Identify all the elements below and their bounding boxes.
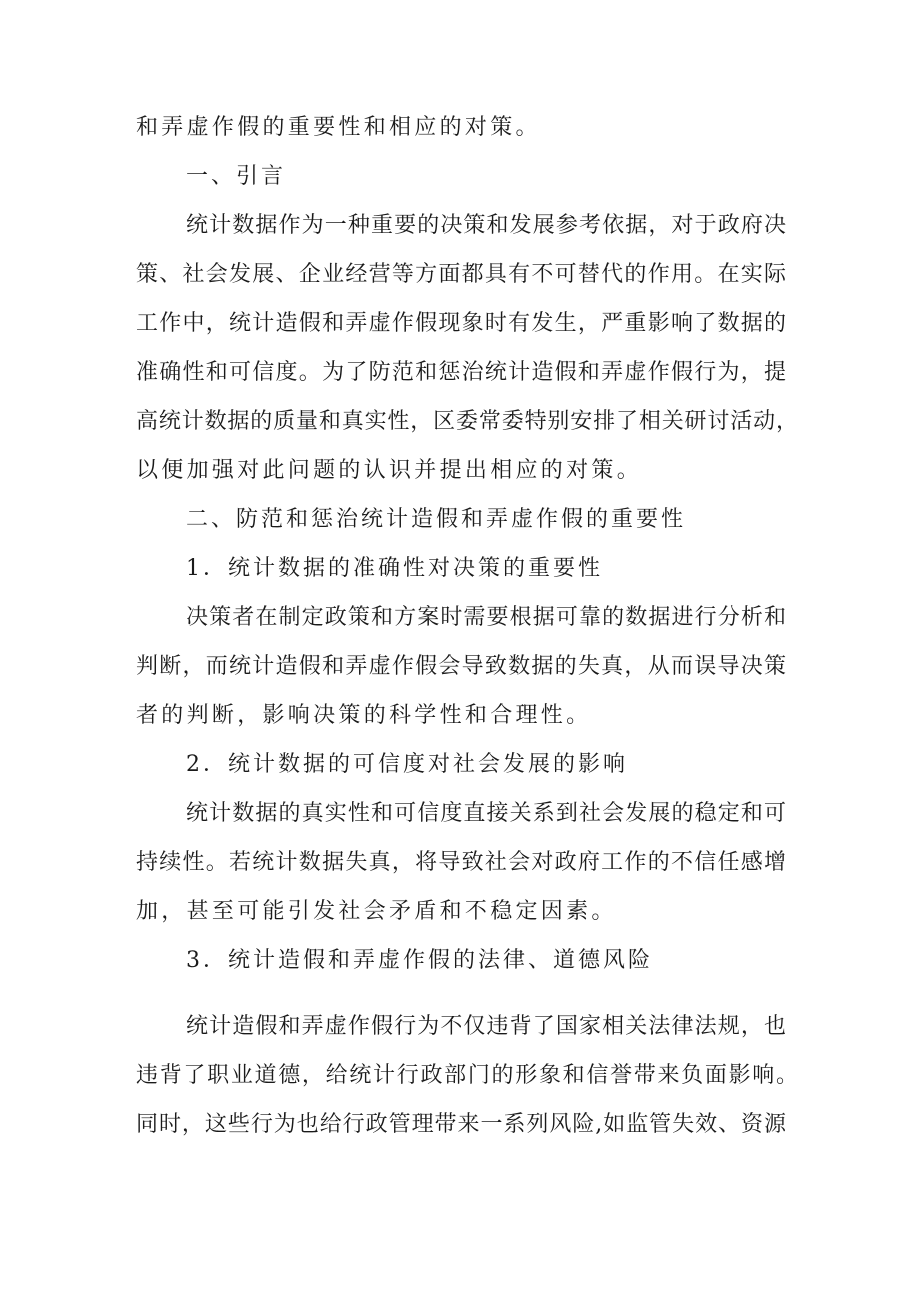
paragraph-line: 以便加强对此问题的认识并提出相应的对策。 <box>136 458 643 483</box>
paragraph-line: 决策者在制定政策和方案时需要根据可靠的数据进行分析和 <box>186 605 786 630</box>
subheading-1: 1．统计数据的准确性对决策的重要性 <box>186 556 603 581</box>
paragraph-line: 策、社会发展、企业经营等方面都具有不可替代的作用。在实际 <box>136 262 786 287</box>
paragraph-line: 持续性。若统计数据失真，将导致社会对政府工作的不信任感增 <box>136 850 786 875</box>
paragraph-line: 违背了职业道德，给统计行政部门的形象和信誉带来负面影响。 <box>136 1063 798 1088</box>
paragraph-line: 判断，而统计造假和弄虚作假会导致数据的失真，从而误导决策 <box>136 654 786 679</box>
paragraph-line: 加，甚至可能引发社会矛盾和不稳定因素。 <box>136 899 617 924</box>
section-heading-importance: 二、防范和惩治统计造假和弄虚作假的重要性 <box>186 507 687 532</box>
subheading-2: 2．统计数据的可信度对社会发展的影响 <box>186 752 628 777</box>
paragraph-line: 统计造假和弄虚作假行为不仅违背了国家相关法律法规，也 <box>186 1014 786 1039</box>
section-heading-introduction: 一、引言 <box>186 164 287 189</box>
paragraph-line: 高统计数据的质量和真实性，区委常委特别安排了相关研讨活动， <box>136 409 798 434</box>
paragraph-line: 准确性和可信度。为了防范和惩治统计造假和弄虚作假行为，提 <box>136 360 786 385</box>
paragraph-line: 统计数据作为一种重要的决策和发展参考依据，对于政府决 <box>186 213 786 238</box>
paragraph-line: 工作中，统计造假和弄虚作假现象时有发生，严重影响了数据的 <box>136 311 786 336</box>
paragraph-line: 者的判断，影响决策的科学性和合理性。 <box>136 703 592 728</box>
paragraph-line: 同时，这些行为也给行政管理带来一系列风险,如监管失效、资源 <box>136 1112 786 1137</box>
subheading-3: 3．统计造假和弄虚作假的法律、道德风险 <box>186 948 653 973</box>
paragraph-line: 统计数据的真实性和可信度直接关系到社会发展的稳定和可 <box>186 801 786 826</box>
paragraph-line: 和弄虚作假的重要性和相应的对策。 <box>136 115 541 140</box>
